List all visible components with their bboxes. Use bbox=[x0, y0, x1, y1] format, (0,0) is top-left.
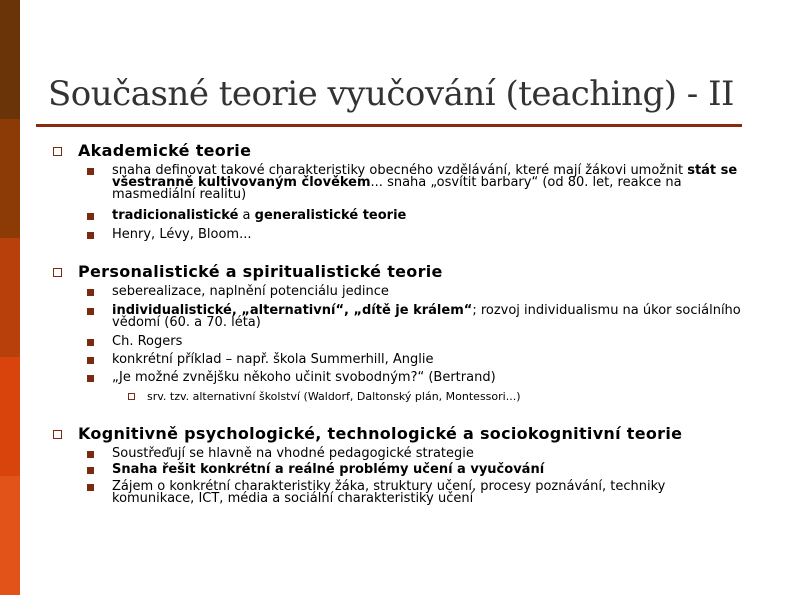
stripe-segment-3 bbox=[0, 238, 20, 357]
bullet-icon bbox=[87, 375, 94, 382]
stripe-segment-5 bbox=[0, 476, 20, 595]
section-bullet-icon bbox=[53, 147, 62, 156]
bullet-icon bbox=[87, 357, 94, 364]
bullet-icon bbox=[87, 232, 94, 239]
bullet-icon bbox=[87, 168, 94, 175]
sidebar-stripe bbox=[0, 0, 20, 595]
bullet-icon bbox=[87, 289, 94, 296]
section-heading-3: Kognitivně psychologické, technologické a sociokognitivní teorie bbox=[78, 424, 683, 443]
sub-bullet-icon bbox=[128, 393, 135, 400]
list-item: Snaha řešit konkrétní a reálné problémy učení a vyučování bbox=[112, 462, 545, 477]
section-bullet-icon bbox=[53, 268, 62, 277]
list-item: konkrétní příklad – např. škola Summerhill, Anglie bbox=[112, 352, 434, 367]
title-divider bbox=[36, 124, 742, 127]
bullet-icon bbox=[87, 484, 94, 491]
list-item: Henry, Lévy, Bloom... bbox=[112, 227, 252, 242]
bullet-icon bbox=[87, 308, 94, 315]
section-bullet-icon bbox=[53, 430, 62, 439]
stripe-segment-1 bbox=[0, 0, 20, 119]
list-item: individualistické, „alternativní“, „dítě je králem“; rozvoj individualismu na úkor sociálního vědomí (60. a 70. léta) bbox=[112, 303, 741, 330]
sub-list-item: srv. tzv. alternativní školství (Waldorf, Daltonský plán, Montessori...) bbox=[147, 390, 521, 403]
page-title: Současné teorie vyučování (teaching) - II bbox=[48, 74, 734, 114]
list-item: seberealizace, naplnění potenciálu jedince bbox=[112, 284, 389, 299]
stripe-segment-2 bbox=[0, 119, 20, 238]
bullet-icon bbox=[87, 213, 94, 220]
list-item: Zájem o konkrétní charakteristiky žáka, struktury učení, procesy poznávání, techniky komunikace, ICT, média a sociální charakteristiky učení bbox=[112, 479, 666, 506]
section-heading-1: Akademické teorie bbox=[78, 141, 252, 160]
list-item: Soustřeďují se hlavně na vhodné pedagogické strategie bbox=[112, 446, 474, 461]
list-item: snaha definovat takové charakteristiky obecného vzdělávání, které mají žákovi umožnit stát se všestranně kultivovaným člověkem... snaha „osvítit barbary“ (od 80. let, reakce na masmediální realitu) bbox=[112, 163, 738, 202]
stripe-segment-4 bbox=[0, 357, 20, 476]
bullet-icon bbox=[87, 339, 94, 346]
bullet-icon bbox=[87, 467, 94, 474]
bullet-icon bbox=[87, 451, 94, 458]
list-item: „Je možné zvnějšku někoho učinit svobodným?“ (Bertrand) bbox=[112, 370, 496, 385]
section-heading-2: Personalistické a spiritualistické teorie bbox=[78, 262, 443, 281]
list-item: tradicionalistické a generalistické teorie bbox=[112, 208, 407, 223]
list-item: Ch. Rogers bbox=[112, 334, 183, 349]
